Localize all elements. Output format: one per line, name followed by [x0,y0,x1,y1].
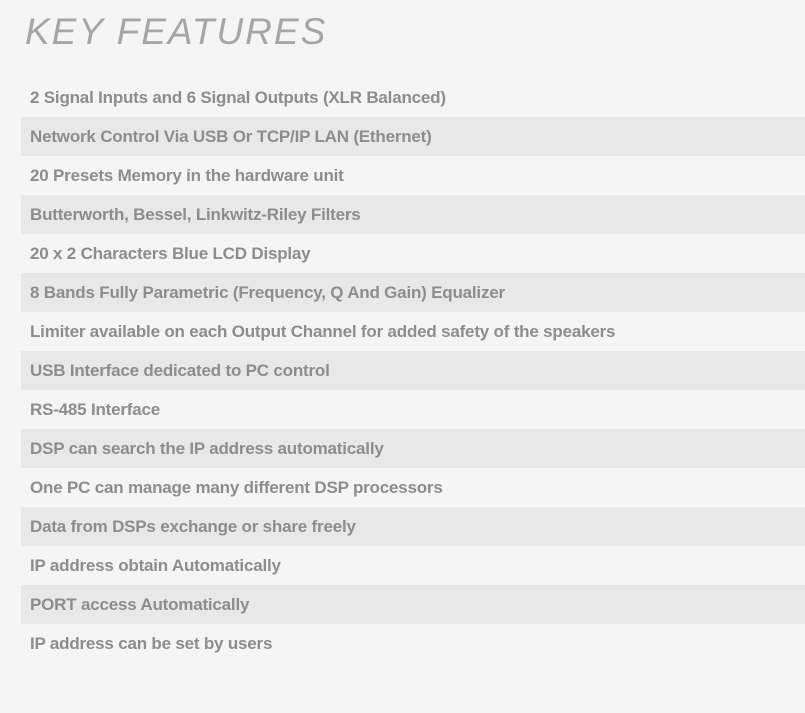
feature-row: Limiter available on each Output Channel for added safety of the speakers [30,322,616,341]
feature-row: Network Control Via USB Or TCP/IP LAN (Ethernet) [21,117,805,156]
feature-row: 20 Presets Memory in the hardware unit [30,166,344,185]
feature-row: PORT access Automatically [21,585,805,624]
feature-row: DSP can search the IP address automatically [21,429,805,468]
feature-row: RS-485 Interface [30,400,161,419]
page-title: KEY FEATURES [25,11,328,52]
feature-row: 2 Signal Inputs and 6 Signal Outputs (XLR Balanced) [30,88,446,107]
feature-row: IP address can be set by users [30,634,273,653]
feature-row: 20 x 2 Characters Blue LCD Display [30,244,311,263]
feature-row: Butterworth, Bessel, Linkwitz-Riley Filters [21,195,805,234]
feature-row: IP address obtain Automatically [30,556,281,575]
feature-row: USB Interface dedicated to PC control [21,351,805,390]
feature-row: Data from DSPs exchange or share freely [21,507,805,546]
feature-row: 8 Bands Fully Parametric (Frequency, Q And Gain) Equalizer [21,273,805,312]
features-list [0,78,805,663]
feature-row: One PC can manage many different DSP processors [30,478,443,497]
